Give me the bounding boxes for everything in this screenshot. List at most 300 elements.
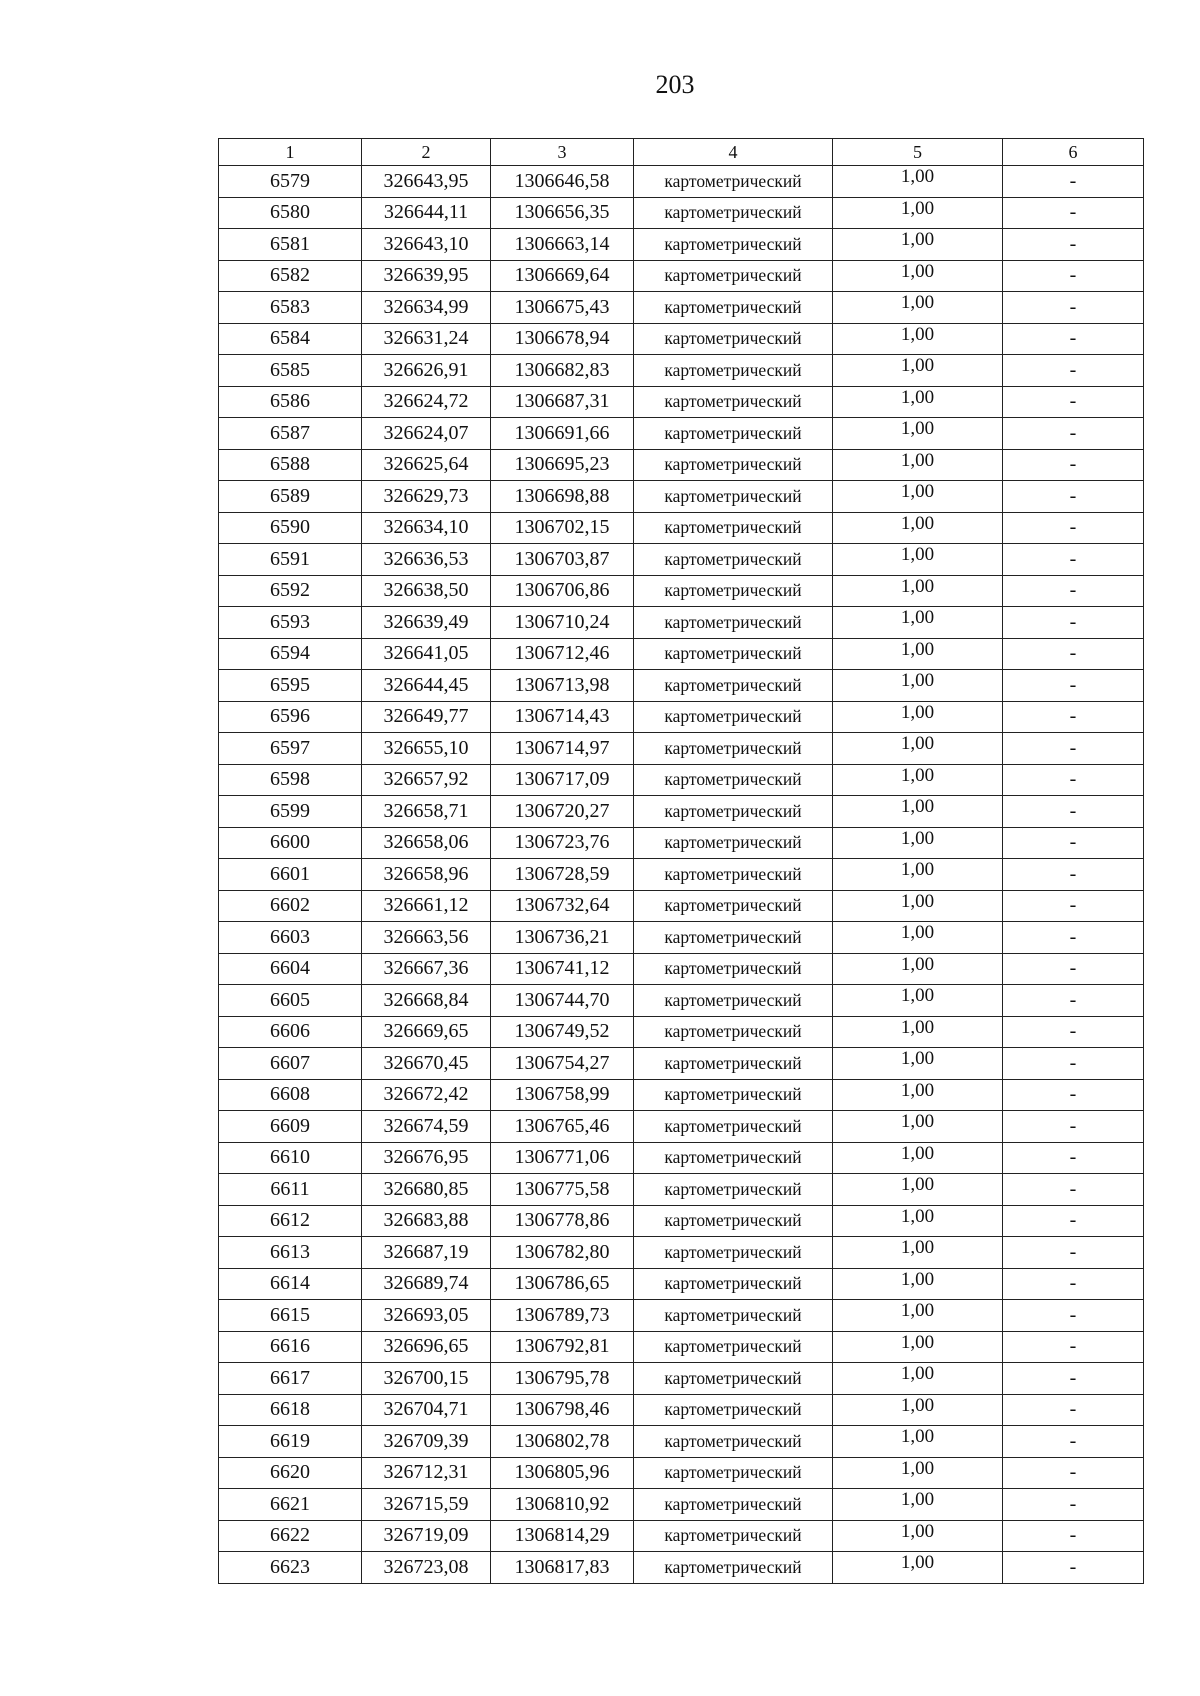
table-row (219, 1300, 1144, 1332)
point-number-cell: 6590 (219, 512, 362, 544)
x-coordinate-cell: 326655,10 (362, 733, 491, 765)
x-coordinate-cell: 326680,85 (362, 1174, 491, 1206)
accuracy-cell: 1,00 (833, 260, 1003, 292)
accuracy-cell: 1,00 (833, 575, 1003, 607)
y-coordinate-cell: 1306663,14 (491, 229, 634, 261)
point-number-cell: 6585 (219, 355, 362, 387)
accuracy-cell: 1,00 (833, 323, 1003, 355)
point-number-cell: 6582 (219, 260, 362, 292)
x-coordinate-cell: 326683,88 (362, 1205, 491, 1237)
table-row (219, 512, 1144, 544)
table-body (219, 166, 1144, 1584)
accuracy-cell: 1,00 (833, 1142, 1003, 1174)
point-number-cell: 6609 (219, 1111, 362, 1143)
point-number-cell: 6608 (219, 1079, 362, 1111)
accuracy-cell: 1,00 (833, 512, 1003, 544)
x-coordinate-cell: 326672,42 (362, 1079, 491, 1111)
x-coordinate-cell: 326636,53 (362, 544, 491, 576)
x-coordinate-cell: 326658,71 (362, 796, 491, 828)
x-coordinate-cell: 326661,12 (362, 890, 491, 922)
method-cell: картометрический (634, 701, 833, 733)
table-row (219, 1016, 1144, 1048)
table-row (219, 575, 1144, 607)
accuracy-cell: 1,00 (833, 1205, 1003, 1237)
table-row (219, 1205, 1144, 1237)
y-coordinate-cell: 1306792,81 (491, 1331, 634, 1363)
x-coordinate-cell: 326641,05 (362, 638, 491, 670)
column-header: 4 (634, 139, 833, 166)
note-cell: - (1003, 733, 1144, 765)
point-number-cell: 6620 (219, 1457, 362, 1489)
accuracy-cell: 1,00 (833, 985, 1003, 1017)
note-cell: - (1003, 1489, 1144, 1521)
x-coordinate-cell: 326693,05 (362, 1300, 491, 1332)
y-coordinate-cell: 1306712,46 (491, 638, 634, 670)
accuracy-cell: 1,00 (833, 229, 1003, 261)
method-cell: картометрический (634, 1331, 833, 1363)
x-coordinate-cell: 326658,06 (362, 827, 491, 859)
x-coordinate-cell: 326667,36 (362, 953, 491, 985)
accuracy-cell: 1,00 (833, 1111, 1003, 1143)
method-cell: картометрический (634, 449, 833, 481)
y-coordinate-cell: 1306691,66 (491, 418, 634, 450)
x-coordinate-cell: 326674,59 (362, 1111, 491, 1143)
point-number-cell: 6607 (219, 1048, 362, 1080)
note-cell: - (1003, 323, 1144, 355)
point-number-cell: 6604 (219, 953, 362, 985)
table-row (219, 229, 1144, 261)
accuracy-cell: 1,00 (833, 1174, 1003, 1206)
accuracy-cell: 1,00 (833, 1237, 1003, 1269)
y-coordinate-cell: 1306703,87 (491, 544, 634, 576)
x-coordinate-cell: 326696,65 (362, 1331, 491, 1363)
x-coordinate-cell: 326669,65 (362, 1016, 491, 1048)
note-cell: - (1003, 1174, 1144, 1206)
table-row (219, 1457, 1144, 1489)
note-cell: - (1003, 166, 1144, 198)
accuracy-cell: 1,00 (833, 796, 1003, 828)
method-cell: картометрический (634, 166, 833, 198)
accuracy-cell: 1,00 (833, 607, 1003, 639)
table-row (219, 197, 1144, 229)
method-cell: картометрический (634, 544, 833, 576)
x-coordinate-cell: 326624,07 (362, 418, 491, 450)
table-row (219, 544, 1144, 576)
x-coordinate-cell: 326657,92 (362, 764, 491, 796)
point-number-cell: 6610 (219, 1142, 362, 1174)
x-coordinate-cell: 326638,50 (362, 575, 491, 607)
y-coordinate-cell: 1306682,83 (491, 355, 634, 387)
method-cell: картометрический (634, 1205, 833, 1237)
y-coordinate-cell: 1306817,83 (491, 1552, 634, 1584)
y-coordinate-cell: 1306775,58 (491, 1174, 634, 1206)
note-cell: - (1003, 449, 1144, 481)
method-cell: картометрический (634, 355, 833, 387)
table-row (219, 449, 1144, 481)
method-cell: картометрический (634, 1394, 833, 1426)
note-cell: - (1003, 1426, 1144, 1458)
point-number-cell: 6602 (219, 890, 362, 922)
y-coordinate-cell: 1306717,09 (491, 764, 634, 796)
accuracy-cell: 1,00 (833, 638, 1003, 670)
note-cell: - (1003, 1363, 1144, 1395)
x-coordinate-cell: 326644,11 (362, 197, 491, 229)
point-number-cell: 6589 (219, 481, 362, 513)
accuracy-cell: 1,00 (833, 670, 1003, 702)
x-coordinate-cell: 326719,09 (362, 1520, 491, 1552)
y-coordinate-cell: 1306778,86 (491, 1205, 634, 1237)
accuracy-cell: 1,00 (833, 544, 1003, 576)
method-cell: картометрический (634, 922, 833, 954)
point-number-cell: 6622 (219, 1520, 362, 1552)
accuracy-cell: 1,00 (833, 1489, 1003, 1521)
accuracy-cell: 1,00 (833, 197, 1003, 229)
accuracy-cell: 1,00 (833, 355, 1003, 387)
x-coordinate-cell: 326639,49 (362, 607, 491, 639)
accuracy-cell: 1,00 (833, 1394, 1003, 1426)
note-cell: - (1003, 544, 1144, 576)
table-row (219, 827, 1144, 859)
accuracy-cell: 1,00 (833, 953, 1003, 985)
point-number-cell: 6597 (219, 733, 362, 765)
note-cell: - (1003, 1048, 1144, 1080)
table-row (219, 260, 1144, 292)
method-cell: картометрический (634, 418, 833, 450)
method-cell: картометрический (634, 1489, 833, 1521)
accuracy-cell: 1,00 (833, 386, 1003, 418)
accuracy-cell: 1,00 (833, 1016, 1003, 1048)
table-row (219, 1552, 1144, 1584)
x-coordinate-cell: 326643,10 (362, 229, 491, 261)
x-coordinate-cell: 326629,73 (362, 481, 491, 513)
method-cell: картометрический (634, 1426, 833, 1458)
y-coordinate-cell: 1306728,59 (491, 859, 634, 891)
y-coordinate-cell: 1306713,98 (491, 670, 634, 702)
note-cell: - (1003, 418, 1144, 450)
point-number-cell: 6587 (219, 418, 362, 450)
table-row (219, 1331, 1144, 1363)
y-coordinate-cell: 1306698,88 (491, 481, 634, 513)
column-header: 2 (362, 139, 491, 166)
table-row (219, 418, 1144, 450)
table-row (219, 859, 1144, 891)
table-row (219, 1079, 1144, 1111)
note-cell: - (1003, 859, 1144, 891)
column-header: 1 (219, 139, 362, 166)
accuracy-cell: 1,00 (833, 1268, 1003, 1300)
point-number-cell: 6581 (219, 229, 362, 261)
point-number-cell: 6623 (219, 1552, 362, 1584)
x-coordinate-cell: 326670,45 (362, 1048, 491, 1080)
y-coordinate-cell: 1306723,76 (491, 827, 634, 859)
accuracy-cell: 1,00 (833, 1331, 1003, 1363)
point-number-cell: 6593 (219, 607, 362, 639)
method-cell: картометрический (634, 607, 833, 639)
y-coordinate-cell: 1306782,80 (491, 1237, 634, 1269)
x-coordinate-cell: 326625,64 (362, 449, 491, 481)
table-row (219, 166, 1144, 198)
y-coordinate-cell: 1306678,94 (491, 323, 634, 355)
y-coordinate-cell: 1306789,73 (491, 1300, 634, 1332)
y-coordinate-cell: 1306710,24 (491, 607, 634, 639)
accuracy-cell: 1,00 (833, 859, 1003, 891)
x-coordinate-cell: 326712,31 (362, 1457, 491, 1489)
point-number-cell: 6611 (219, 1174, 362, 1206)
point-number-cell: 6618 (219, 1394, 362, 1426)
y-coordinate-cell: 1306758,99 (491, 1079, 634, 1111)
table-row (219, 1426, 1144, 1458)
accuracy-cell: 1,00 (833, 1300, 1003, 1332)
table-row (219, 1048, 1144, 1080)
table-row (219, 764, 1144, 796)
x-coordinate-cell: 326634,99 (362, 292, 491, 324)
y-coordinate-cell: 1306656,35 (491, 197, 634, 229)
table-row (219, 1363, 1144, 1395)
point-number-cell: 6586 (219, 386, 362, 418)
accuracy-cell: 1,00 (833, 1363, 1003, 1395)
table-row (219, 796, 1144, 828)
x-coordinate-cell: 326676,95 (362, 1142, 491, 1174)
note-cell: - (1003, 386, 1144, 418)
method-cell: картометрический (634, 733, 833, 765)
table-row (219, 607, 1144, 639)
x-coordinate-cell: 326644,45 (362, 670, 491, 702)
accuracy-cell: 1,00 (833, 701, 1003, 733)
table-row (219, 1268, 1144, 1300)
accuracy-cell: 1,00 (833, 418, 1003, 450)
y-coordinate-cell: 1306795,78 (491, 1363, 634, 1395)
method-cell: картометрический (634, 481, 833, 513)
point-number-cell: 6614 (219, 1268, 362, 1300)
table-row (219, 1142, 1144, 1174)
note-cell: - (1003, 607, 1144, 639)
y-coordinate-cell: 1306814,29 (491, 1520, 634, 1552)
note-cell: - (1003, 229, 1144, 261)
method-cell: картометрический (634, 985, 833, 1017)
note-cell: - (1003, 1237, 1144, 1269)
y-coordinate-cell: 1306765,46 (491, 1111, 634, 1143)
x-coordinate-cell: 326704,71 (362, 1394, 491, 1426)
note-cell: - (1003, 1079, 1144, 1111)
point-number-cell: 6580 (219, 197, 362, 229)
note-cell: - (1003, 1205, 1144, 1237)
accuracy-cell: 1,00 (833, 890, 1003, 922)
method-cell: картометрический (634, 1079, 833, 1111)
y-coordinate-cell: 1306720,27 (491, 796, 634, 828)
y-coordinate-cell: 1306754,27 (491, 1048, 634, 1080)
accuracy-cell: 1,00 (833, 827, 1003, 859)
point-number-cell: 6617 (219, 1363, 362, 1395)
x-coordinate-cell: 326689,74 (362, 1268, 491, 1300)
point-number-cell: 6596 (219, 701, 362, 733)
method-cell: картометрический (634, 512, 833, 544)
table-row (219, 1174, 1144, 1206)
note-cell: - (1003, 1268, 1144, 1300)
point-number-cell: 6598 (219, 764, 362, 796)
note-cell: - (1003, 985, 1144, 1017)
note-cell: - (1003, 1142, 1144, 1174)
y-coordinate-cell: 1306732,64 (491, 890, 634, 922)
accuracy-cell: 1,00 (833, 166, 1003, 198)
method-cell: картометрический (634, 827, 833, 859)
y-coordinate-cell: 1306771,06 (491, 1142, 634, 1174)
table-row (219, 953, 1144, 985)
note-cell: - (1003, 1111, 1144, 1143)
point-number-cell: 6606 (219, 1016, 362, 1048)
x-coordinate-cell: 326658,96 (362, 859, 491, 891)
y-coordinate-cell: 1306675,43 (491, 292, 634, 324)
note-cell: - (1003, 1520, 1144, 1552)
table-row (219, 386, 1144, 418)
table-row (219, 701, 1144, 733)
point-number-cell: 6584 (219, 323, 362, 355)
y-coordinate-cell: 1306744,70 (491, 985, 634, 1017)
note-cell: - (1003, 1300, 1144, 1332)
y-coordinate-cell: 1306695,23 (491, 449, 634, 481)
point-number-cell: 6600 (219, 827, 362, 859)
method-cell: картометрический (634, 670, 833, 702)
note-cell: - (1003, 764, 1144, 796)
method-cell: картометрический (634, 260, 833, 292)
method-cell: картометрический (634, 859, 833, 891)
y-coordinate-cell: 1306669,64 (491, 260, 634, 292)
point-number-cell: 6616 (219, 1331, 362, 1363)
point-number-cell: 6579 (219, 166, 362, 198)
table-row (219, 1394, 1144, 1426)
accuracy-cell: 1,00 (833, 292, 1003, 324)
point-number-cell: 6588 (219, 449, 362, 481)
table-row (219, 985, 1144, 1017)
column-header: 3 (491, 139, 634, 166)
table-row (219, 1489, 1144, 1521)
note-cell: - (1003, 1331, 1144, 1363)
note-cell: - (1003, 890, 1144, 922)
x-coordinate-cell: 326715,59 (362, 1489, 491, 1521)
method-cell: картометрический (634, 386, 833, 418)
note-cell: - (1003, 1016, 1144, 1048)
x-coordinate-cell: 326723,08 (362, 1552, 491, 1584)
table-row (219, 733, 1144, 765)
note-cell: - (1003, 260, 1144, 292)
method-cell: картометрический (634, 953, 833, 985)
accuracy-cell: 1,00 (833, 1079, 1003, 1111)
method-cell: картометрический (634, 796, 833, 828)
accuracy-cell: 1,00 (833, 1426, 1003, 1458)
method-cell: картометрический (634, 764, 833, 796)
accuracy-cell: 1,00 (833, 1552, 1003, 1584)
method-cell: картометрический (634, 1268, 833, 1300)
note-cell: - (1003, 1457, 1144, 1489)
note-cell: - (1003, 1394, 1144, 1426)
y-coordinate-cell: 1306749,52 (491, 1016, 634, 1048)
method-cell: картометрический (634, 229, 833, 261)
note-cell: - (1003, 670, 1144, 702)
table-row (219, 323, 1144, 355)
point-number-cell: 6603 (219, 922, 362, 954)
point-number-cell: 6594 (219, 638, 362, 670)
note-cell: - (1003, 701, 1144, 733)
x-coordinate-cell: 326624,72 (362, 386, 491, 418)
note-cell: - (1003, 638, 1144, 670)
point-number-cell: 6595 (219, 670, 362, 702)
note-cell: - (1003, 292, 1144, 324)
note-cell: - (1003, 827, 1144, 859)
table-row (219, 1237, 1144, 1269)
accuracy-cell: 1,00 (833, 922, 1003, 954)
coordinates-table (218, 138, 1144, 1584)
note-cell: - (1003, 197, 1144, 229)
accuracy-cell: 1,00 (833, 449, 1003, 481)
table-header-row (219, 139, 1144, 166)
point-number-cell: 6591 (219, 544, 362, 576)
note-cell: - (1003, 922, 1144, 954)
x-coordinate-cell: 326663,56 (362, 922, 491, 954)
method-cell: картометрический (634, 1048, 833, 1080)
method-cell: картометрический (634, 1300, 833, 1332)
method-cell: картометрический (634, 1520, 833, 1552)
point-number-cell: 6601 (219, 859, 362, 891)
y-coordinate-cell: 1306798,46 (491, 1394, 634, 1426)
method-cell: картометрический (634, 890, 833, 922)
x-coordinate-cell: 326643,95 (362, 166, 491, 198)
note-cell: - (1003, 512, 1144, 544)
column-header: 5 (833, 139, 1003, 166)
x-coordinate-cell: 326634,10 (362, 512, 491, 544)
x-coordinate-cell: 326700,15 (362, 1363, 491, 1395)
point-number-cell: 6613 (219, 1237, 362, 1269)
table-row (219, 670, 1144, 702)
x-coordinate-cell: 326649,77 (362, 701, 491, 733)
y-coordinate-cell: 1306706,86 (491, 575, 634, 607)
accuracy-cell: 1,00 (833, 764, 1003, 796)
method-cell: картометрический (634, 638, 833, 670)
accuracy-cell: 1,00 (833, 1457, 1003, 1489)
method-cell: картометрический (634, 1111, 833, 1143)
y-coordinate-cell: 1306741,12 (491, 953, 634, 985)
table-row (219, 355, 1144, 387)
x-coordinate-cell: 326639,95 (362, 260, 491, 292)
table-row (219, 890, 1144, 922)
note-cell: - (1003, 796, 1144, 828)
method-cell: картометрический (634, 292, 833, 324)
table-row (219, 638, 1144, 670)
method-cell: картометрический (634, 575, 833, 607)
method-cell: картометрический (634, 1142, 833, 1174)
y-coordinate-cell: 1306714,97 (491, 733, 634, 765)
accuracy-cell: 1,00 (833, 1520, 1003, 1552)
table-row (219, 1111, 1144, 1143)
y-coordinate-cell: 1306714,43 (491, 701, 634, 733)
method-cell: картометрический (634, 1174, 833, 1206)
note-cell: - (1003, 575, 1144, 607)
y-coordinate-cell: 1306802,78 (491, 1426, 634, 1458)
method-cell: картометрический (634, 1552, 833, 1584)
page-number: 203 (655, 70, 695, 99)
point-number-cell: 6612 (219, 1205, 362, 1237)
y-coordinate-cell: 1306736,21 (491, 922, 634, 954)
table-row (219, 1520, 1144, 1552)
note-cell: - (1003, 953, 1144, 985)
y-coordinate-cell: 1306646,58 (491, 166, 634, 198)
point-number-cell: 6599 (219, 796, 362, 828)
y-coordinate-cell: 1306810,92 (491, 1489, 634, 1521)
point-number-cell: 6615 (219, 1300, 362, 1332)
x-coordinate-cell: 326668,84 (362, 985, 491, 1017)
note-cell: - (1003, 1552, 1144, 1584)
table-row (219, 922, 1144, 954)
x-coordinate-cell: 326626,91 (362, 355, 491, 387)
column-header: 6 (1003, 139, 1144, 166)
